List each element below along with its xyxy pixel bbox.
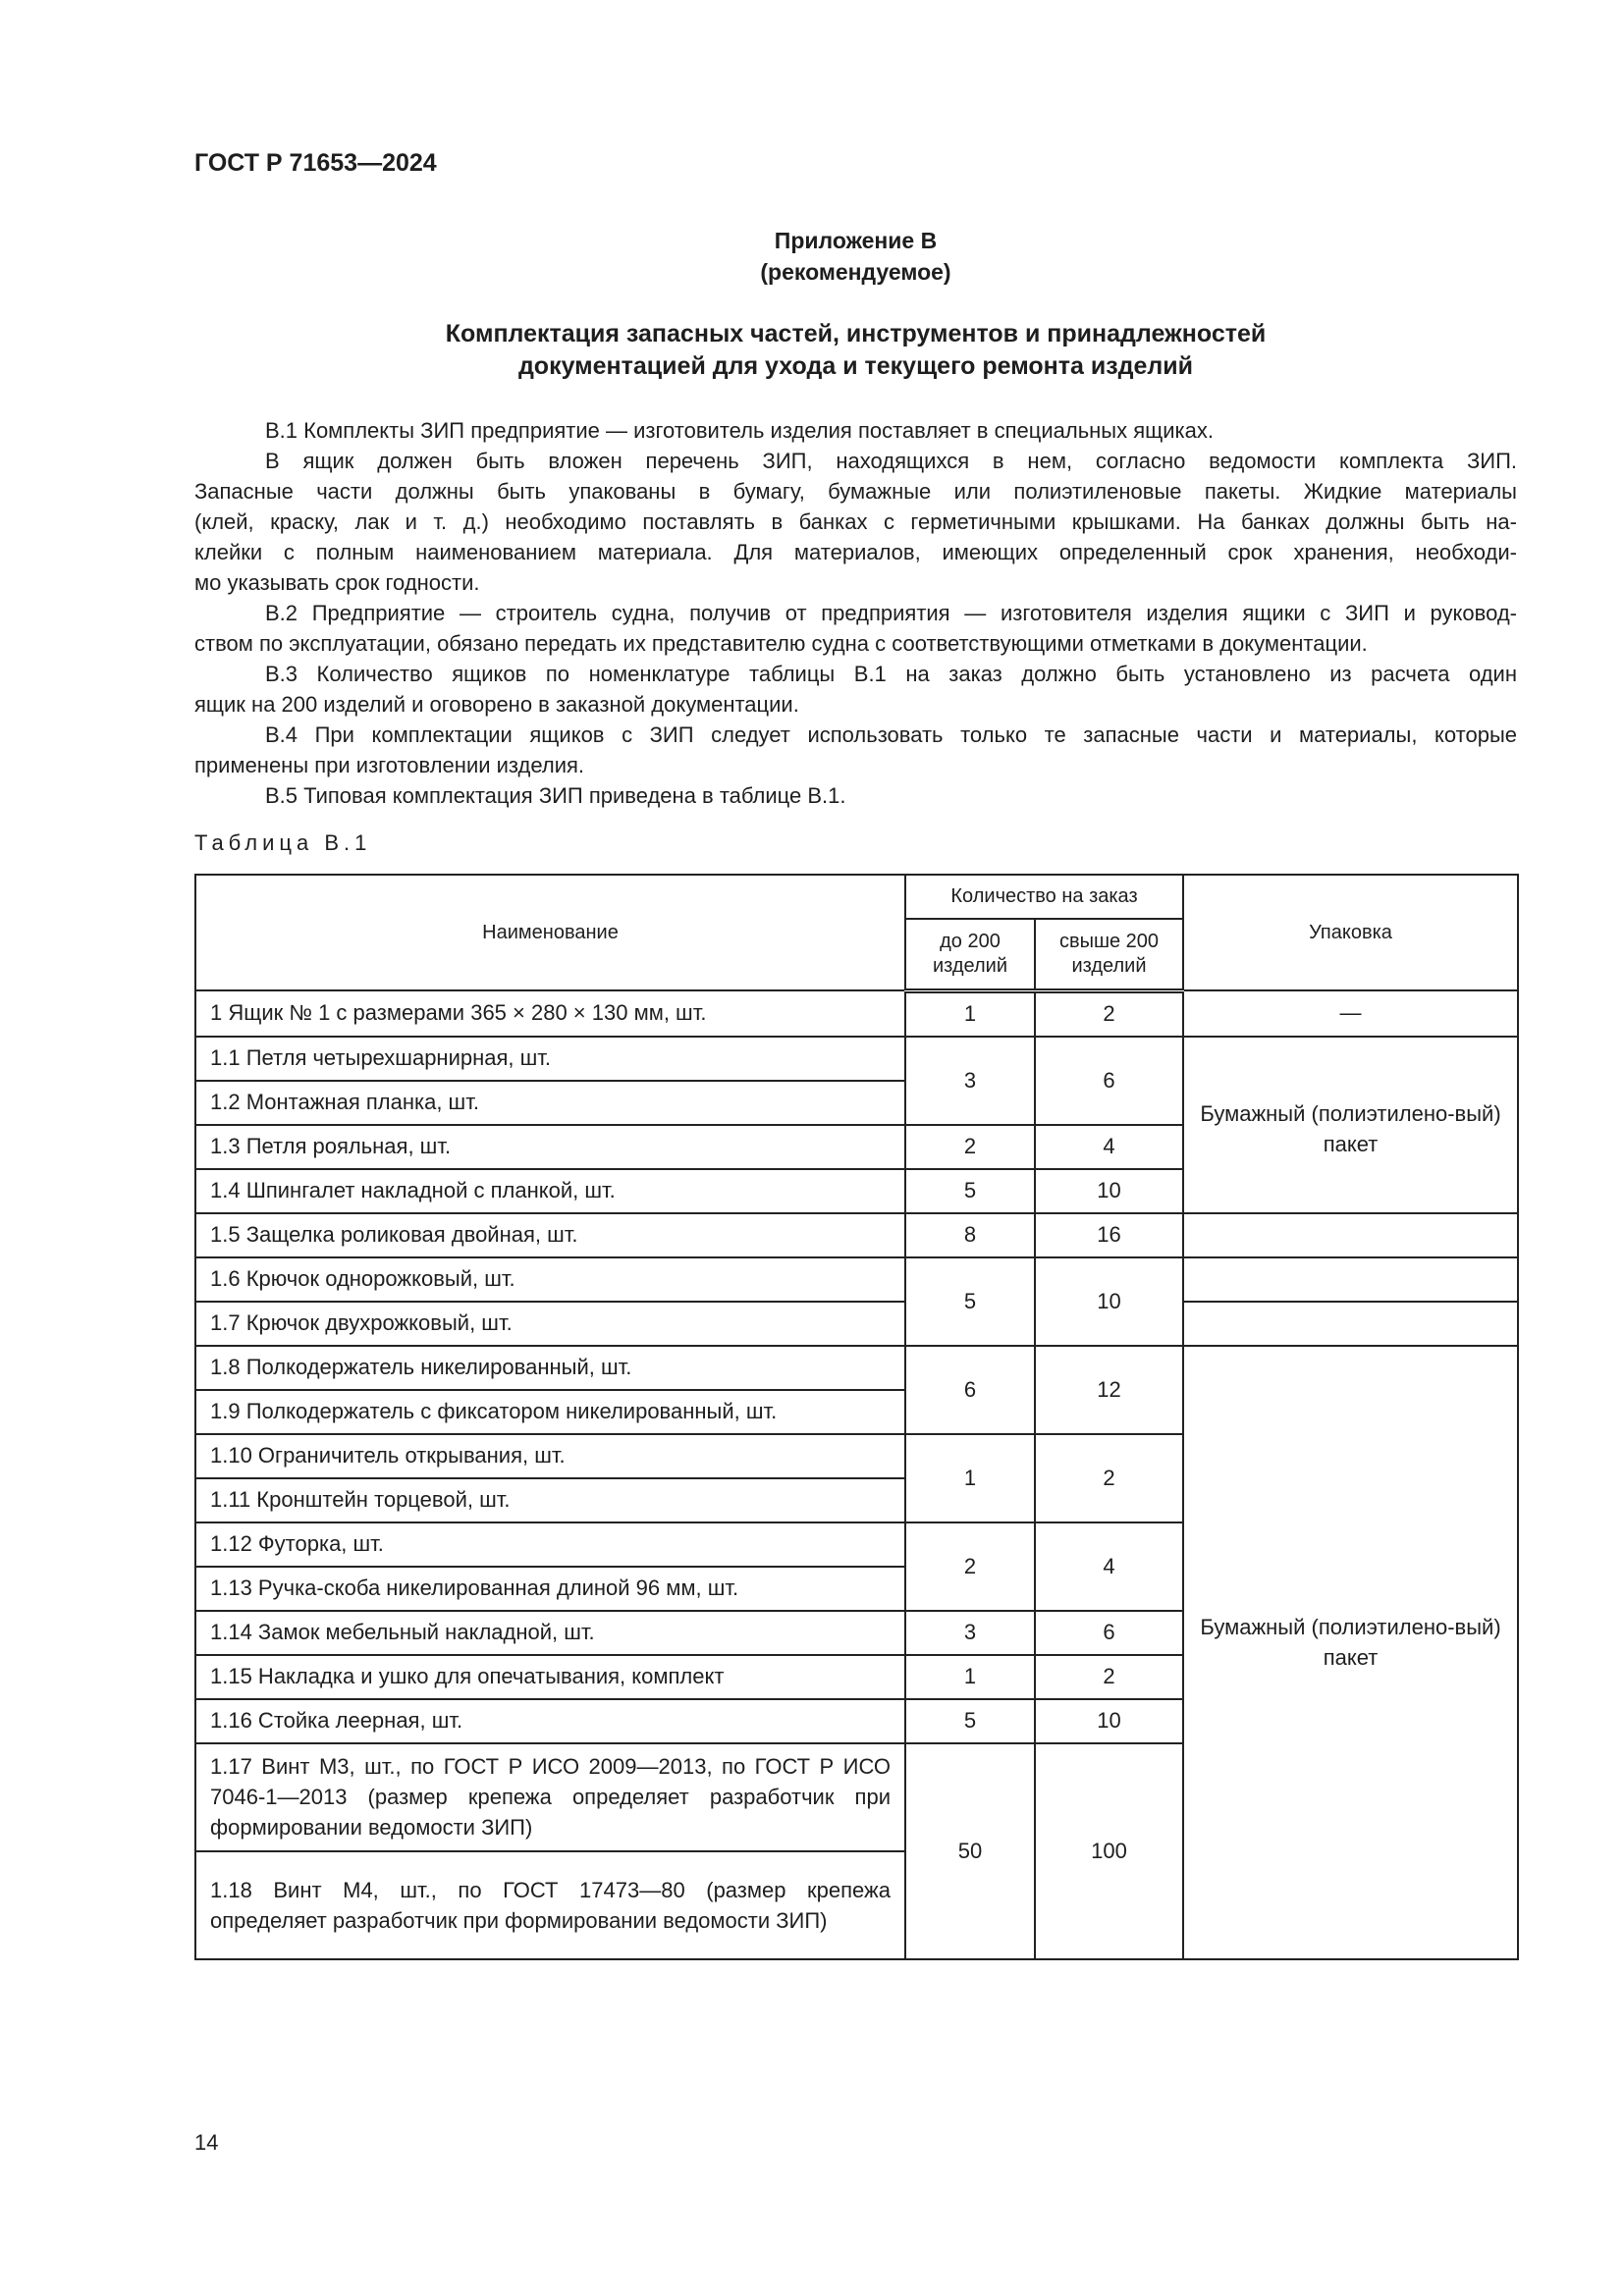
item-name: 1.2 Монтажная планка, шт.: [195, 1081, 905, 1125]
packaging: Бумажный (полиэтилено-вый) пакет: [1183, 1037, 1518, 1213]
item-name: 1.11 Кронштейн торцевой, шт.: [195, 1478, 905, 1522]
qty-gt200: 10: [1035, 1169, 1183, 1213]
table-row: [195, 1302, 1518, 1346]
header-quantity: Количество на заказ: [905, 875, 1183, 919]
table-row: [195, 1257, 1518, 1302]
qty-gt200: 6: [1035, 1037, 1183, 1125]
qty-lt200: 1: [905, 990, 1035, 1037]
qty-lt200: 3: [905, 1611, 1035, 1655]
qty-lt200: 5: [905, 1257, 1035, 1346]
table-row: [195, 1037, 1518, 1081]
table-row: [195, 1213, 1518, 1257]
paragraph-line: (клей, краску, лак и т. д.) необходимо поставлять в банках с герметичными крышками. На банках должны быть на-: [194, 509, 1517, 534]
body-text: [194, 415, 1517, 811]
table-caption: Таблица В.1: [194, 830, 372, 855]
item-name: 1.9 Полкодержатель с фиксатором никелированный, шт.: [195, 1390, 905, 1434]
paragraph-line: мо указывать срок годности.: [194, 570, 480, 595]
qty-gt200: 4: [1035, 1522, 1183, 1611]
item-name: 1.8 Полкодержатель никелированный, шт.: [195, 1346, 905, 1390]
qty-lt200: 8: [905, 1213, 1035, 1257]
paragraph-line: В.2 Предприятие — строитель судна, получив от предприятия — изготовителя изделия ящики с ЗИП и руковод-: [265, 601, 1517, 625]
qty-gt200: 2: [1035, 1655, 1183, 1699]
appendix-subtitle: (рекомендуемое): [760, 259, 951, 285]
section-heading-line2: документацией для ухода и текущего ремонта изделий: [517, 352, 1194, 380]
qty-lt200: 1: [905, 1434, 1035, 1522]
header-qty-gt200: свыше 200 изделий: [1035, 919, 1183, 990]
item-name: 1.16 Стойка леерная, шт.: [195, 1699, 905, 1743]
packaging-empty: [1183, 1213, 1518, 1257]
qty-lt200: 50: [905, 1743, 1035, 1959]
packaging-empty: [1183, 1257, 1518, 1302]
qty-lt200: 6: [905, 1346, 1035, 1434]
qty-gt200: 4: [1035, 1125, 1183, 1169]
appendix-title: Приложение В: [774, 228, 938, 253]
item-name: 1.15 Накладка и ушко для опечатывания, комплект: [195, 1655, 905, 1699]
qty-lt200: 2: [905, 1125, 1035, 1169]
packaging-empty: [1183, 1302, 1518, 1346]
item-name: 1.12 Футорка, шт.: [195, 1522, 905, 1567]
paragraph-line: В.4 При комплектации ящиков с ЗИП следует использовать только те запасные части и материалы, которые: [265, 722, 1517, 747]
qty-lt200: 2: [905, 1522, 1035, 1611]
item-name: 1.14 Замок мебельный накладной, шт.: [195, 1611, 905, 1655]
packaging: —: [1183, 990, 1518, 1037]
item-name: 1.3 Петля рояльная, шт.: [195, 1125, 905, 1169]
paragraph-line: ством по эксплуатации, обязано передать их представителю судна с соответствующими отметками в документации.: [194, 631, 1368, 656]
page-number: 14: [194, 2130, 219, 2155]
item-name: 1.7 Крючок двухрожковый, шт.: [195, 1302, 905, 1346]
item-name: 1.17 Винт М3, шт., по ГОСТ Р ИСО 2009—2013, по ГОСТ Р ИСО 7046-1—2013 (размер крепежа определяет разработчик при формировании ведомости ЗИП): [195, 1743, 905, 1851]
qty-lt200: 5: [905, 1699, 1035, 1743]
paragraph-line: применены при изготовлении изделия.: [194, 753, 585, 777]
section-heading-line1: Комплектация запасных частей, инструментов и принадлежностей: [445, 320, 1267, 347]
item-name: 1 Ящик № 1 с размерами 365 × 280 × 130 мм, шт.: [195, 990, 905, 1037]
qty-gt200: 6: [1035, 1611, 1183, 1655]
paragraph-line: Запасные части должны быть упакованы в бумагу, бумажные или полиэтиленовые пакеты. Жидкие материалы: [194, 479, 1517, 504]
item-name: 1.1 Петля четырехшарнирная, шт.: [195, 1037, 905, 1081]
qty-gt200: 10: [1035, 1699, 1183, 1743]
qty-lt200: 3: [905, 1037, 1035, 1125]
paragraph-line: В.3 Количество ящиков по номенклатуре таблицы В.1 на заказ должно быть установлено из расчета один: [265, 662, 1517, 686]
paragraph-line: В ящик должен быть вложен перечень ЗИП, находящихся в нем, согласно ведомости комплекта ЗИП.: [265, 449, 1517, 473]
qty-gt200: 12: [1035, 1346, 1183, 1434]
qty-gt200: 10: [1035, 1257, 1183, 1346]
header-name: Наименование: [195, 875, 905, 990]
item-name: 1.18 Винт М4, шт., по ГОСТ 17473—80 (размер крепежа определяет разработчик при формировании ведомости ЗИП): [195, 1851, 905, 1959]
item-name: 1.6 Крючок однорожковый, шт.: [195, 1257, 905, 1302]
paragraph-line: ящик на 200 изделий и оговорено в заказной документации.: [194, 692, 799, 717]
paragraph-line: В.5 Типовая комплектация ЗИП приведена в таблице В.1.: [265, 783, 846, 808]
item-name: 1.10 Ограничитель открывания, шт.: [195, 1434, 905, 1478]
paragraph-line: В.1 Комплекты ЗИП предприятие — изготовитель изделия поставляет в специальных ящиках.: [265, 418, 1214, 443]
item-name: 1.4 Шпингалет накладной с планкой, шт.: [195, 1169, 905, 1213]
table-header-row: [195, 875, 1518, 919]
document-code: ГОСТ Р 71653—2024: [194, 149, 437, 177]
table-row: [195, 1346, 1518, 1390]
paragraph-line: клейки с полным наименованием материала. Для материалов, имеющих определенный срок хранения, необходи-: [194, 540, 1517, 564]
table-row: [195, 990, 1518, 1037]
qty-gt200: 2: [1035, 990, 1183, 1037]
item-name: 1.5 Защелка роликовая двойная, шт.: [195, 1213, 905, 1257]
item-name: 1.13 Ручка-скоба никелированная длиной 96 мм, шт.: [195, 1567, 905, 1611]
qty-lt200: 5: [905, 1169, 1035, 1213]
qty-gt200: 100: [1035, 1743, 1183, 1959]
packaging: Бумажный (полиэтилено-вый) пакет: [1183, 1346, 1518, 1959]
header-qty-lt200: до 200 изделий: [905, 919, 1035, 990]
spare-parts-table: [194, 874, 1519, 1960]
qty-gt200: 16: [1035, 1213, 1183, 1257]
header-packaging: Упаковка: [1183, 875, 1518, 990]
qty-gt200: 2: [1035, 1434, 1183, 1522]
qty-lt200: 1: [905, 1655, 1035, 1699]
